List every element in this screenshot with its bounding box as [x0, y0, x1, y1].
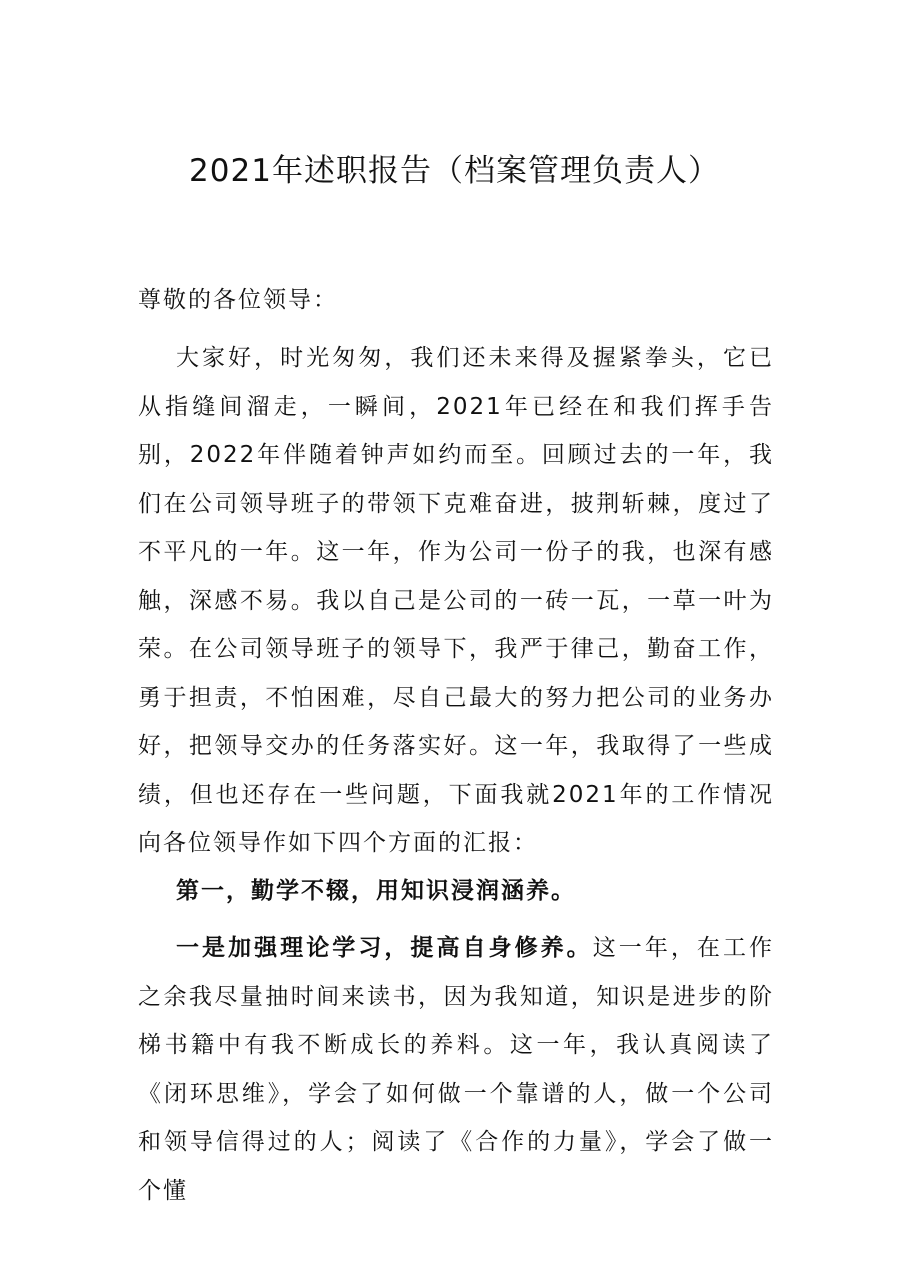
paragraph-intro: 大家好，时光匆匆，我们还未来得及握紧拳头，它已从指缝间溜走，一瞬间，2021年已经在和我们挥手告别，2022年伴随着钟声如约而至。回顾过去的一年，我们在公司领导班子的带领下克难奋进，披荆斩棘，度过了不平凡的一年。这一年，作为公司一份子的我，也深有感触，深感不易。我以自己是公司的一砖一瓦，一草一叶为荣。在公司领导班子的领导下，我严于律己，勤奋工作，勇于担责，不怕困难，尽自己最大的努力把公司的业务办好，把领导交办的任务落实好。这一年，我取得了一些成绩，但也还存在一些问题，下面我就2021年的工作情况向各位领导作如下四个方面的汇报： — [138, 345, 774, 856]
salutation: 尊敬的各位领导： — [138, 287, 338, 313]
section-heading-1: 第一，勤学不辍，用知识浸润涵养。 — [176, 878, 576, 904]
paragraph-lead-bold: 一是加强理论学习，提高自身修养。 — [176, 935, 593, 961]
paragraph-study — [138, 924, 774, 1215]
paragraph-study-text: 这一年，在工作之余我尽量抽时间来读书，因为我知道，知识是进步的阶梯书籍中有我不断成长的养料。这一年，我认真阅读了《闭环思维》，学会了如何做一个靠谱的人，做一个公司和领导信得过的人；阅读了《合作的力量》，学会了做一个懂 — [138, 935, 775, 1204]
document-title: 2021年述职报告（档案管理负责人） — [189, 153, 720, 189]
